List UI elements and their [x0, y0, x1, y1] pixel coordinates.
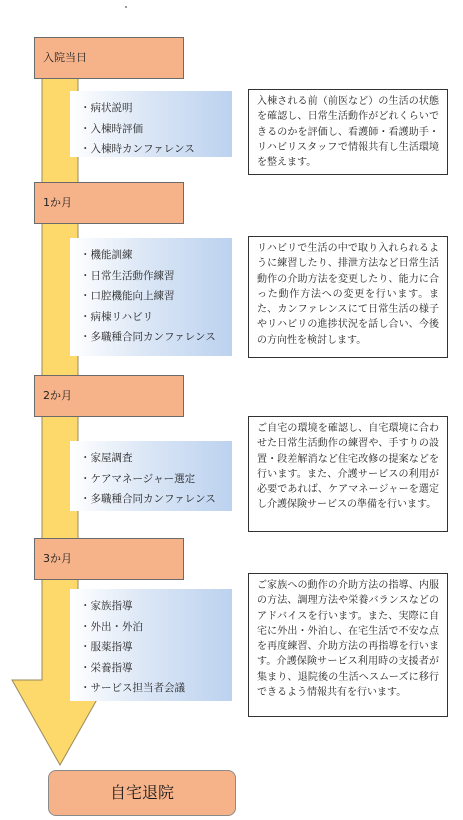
description-text: ご家族への動作の介助方法の指導、内服の方法、調理方法や栄養バランスなどのアドバイスを行います。また、実際に自宅に外出・外泊し、在宅生活で不安な点を再度練習、介助方法の再指導を行います。介護保険サービス利用時の支援者が集まり、退院後の生活へスムーズに移行できるよう情報共有を行います。 — [257, 580, 439, 699]
list-item: ・家族指導 — [80, 600, 133, 612]
stage-items-admission-day — [70, 91, 232, 157]
list-item: ・病棟リハビリ — [80, 310, 154, 323]
stage-description-2-months — [248, 416, 448, 532]
stage-items-1-month — [70, 238, 232, 356]
stage-description-1-month — [248, 236, 448, 358]
list-item: ・家屋調査 — [80, 452, 133, 464]
list-item: ・入棟時カンファレンス — [80, 143, 195, 155]
list-item: ・ケアマネージャー選定 — [80, 472, 196, 485]
stage-description-3-months — [248, 573, 448, 717]
list-item: ・外出・外泊 — [80, 620, 143, 633]
stage-admission-day — [34, 37, 184, 79]
discharge-home-box — [48, 770, 236, 816]
stage-1-month — [34, 182, 184, 224]
list-item: ・機能訓練 — [80, 249, 133, 261]
list-item: ・病状説明 — [80, 102, 133, 114]
description-text: ご自宅の環境を確認し、自宅環境に合わせた日常生活動作の練習や、手すりの設置・段差解消など住宅改修の提案などを行います。また、介護サービスの利用が必要であれば、ケアマネージャーを選定し介護保険サービスの準備を行います。 — [257, 423, 439, 511]
list-item: ・日常生活動作練習 — [80, 269, 175, 282]
list-item: ・服薬指導 — [80, 641, 133, 653]
list-item: ・口腔機能向上練習 — [80, 290, 175, 302]
stage-items-3-months — [70, 589, 232, 701]
list-item: ・多職種合同カンファレンス — [80, 493, 216, 505]
stage-label: 3か月 — [43, 552, 72, 565]
list-item: ・サービス担当者会議 — [80, 682, 185, 694]
stage-items-2-months — [70, 441, 232, 511]
list-item: ・多職種合同カンファレンス — [80, 331, 216, 343]
stage-label: 2か月 — [43, 389, 72, 402]
stage-3-months — [34, 538, 184, 580]
list-item: ・栄養指導 — [80, 661, 133, 674]
stage-description-admission-day — [248, 89, 448, 175]
stage-2-months — [34, 375, 184, 417]
description-text: 入棟される前（前医など）の生活の状態を確認し、日常生活動作がどれくらいできるのかを評価し、看護師・看護助手・リハビリスタッフで情報共有し生活環境を整えます。 — [257, 96, 439, 169]
list-item: ・入棟時評価 — [80, 122, 143, 135]
stage-label: 入院当日 — [43, 51, 87, 64]
description-text: リハビリで生活の中で取り入れられるように練習したり、排泄方法など日常生活動作の介助方法を変更したり、能力に合った動作方法への変更を行います。また、カンファレンスにて日常生活の様子やリハビリの進捗状況を話し合い、今後の方向性を検討します。 — [257, 243, 439, 346]
stage-label: 1か月 — [43, 196, 72, 209]
discharge-label: 自宅退院 — [109, 783, 174, 802]
